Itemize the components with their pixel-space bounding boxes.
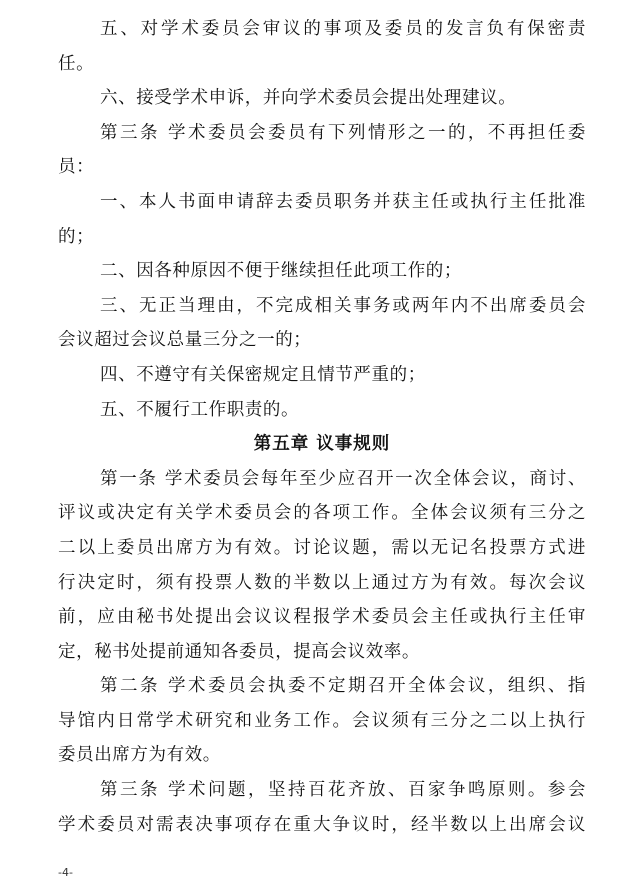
text-line: 二以上委员出席方为有效。讨论议题，需以无记名投票方式进 [58, 537, 586, 558]
text-line: 的； [58, 226, 95, 247]
text-line: 员： [58, 157, 95, 178]
text-line: 前，应由秘书处提出会议议程报学术委员会主任或执行主任审 [58, 607, 586, 628]
text-line: 三、无正当理由，不完成相关事务或两年内不出席委员会 [100, 295, 586, 316]
text-line: 五、对学术委员会审议的事项及委员的发言负有保密责 [100, 19, 586, 39]
page-number: -4- [58, 866, 73, 879]
text-line: 二、因各种原因不便于继续担任此项工作的； [100, 261, 462, 282]
text-line: 第三条 学术委员会委员有下列情形之一的，不再担任委 [100, 122, 586, 143]
text-line: 定，秘书处提前通知各委员，提高会议效率。 [58, 641, 420, 662]
text-line: 第二条 学术委员会执委不定期召开全体会议，组织、指 [100, 676, 586, 697]
text-line: 第一条 学术委员会每年至少应召开一次全体会议，商讨、 [100, 468, 586, 489]
text-line: 任。 [58, 53, 95, 74]
text-line: 五、不履行工作职责的。 [100, 399, 300, 420]
text-line: 四、不遵守有关保密规定且情节严重的； [100, 364, 426, 385]
text-line: 委员出席方为有效。 [58, 745, 221, 766]
text-line: 行决定时，须有投票人数的半数以上通过方为有效。每次会议 [58, 572, 586, 593]
text-line: 评议或决定有关学术委员会的各项工作。全体会议须有三分之 [58, 503, 586, 524]
chapter-heading: 第五章 议事规则 [253, 434, 391, 455]
text-line: 六、接受学术申诉，并向学术委员会提出处理建议。 [100, 88, 517, 109]
text-line: 第三条 学术问题，坚持百花齐放、百家争鸣原则。参会 [100, 780, 586, 801]
text-line: 会议超过会议总量三分之一的； [58, 330, 312, 351]
text-line: 导馆内日常学术研究和业务工作。会议须有三分之二以上执行 [58, 710, 586, 731]
text-line: 学术委员对需表决事项存在重大争议时，经半数以上出席会议 [58, 814, 586, 835]
text-line: 一、本人书面申请辞去委员职务并获主任或执行主任批准 [100, 191, 586, 212]
